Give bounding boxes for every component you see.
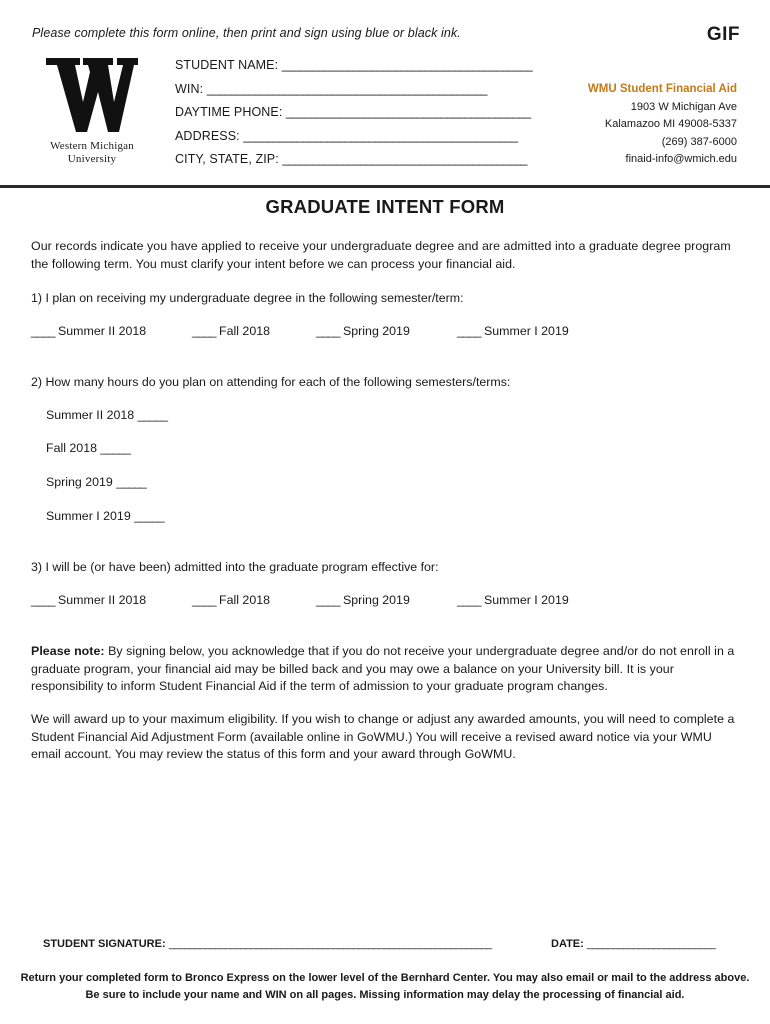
award-paragraph: We will award up to your maximum eligibility. If you wish to change or adjust any awarded amounts, you will need to complete a Student Financial Aid Adjustment Form (available online in GoWMU.) You will receive a revised award notice via your WMU email account. You may review the status of this form and your award through GoWMU. xyxy=(31,712,735,761)
logo-line-2: University xyxy=(67,153,117,165)
option-label: Summer I 2019 xyxy=(480,324,569,338)
logo-wordmark xyxy=(38,140,146,166)
wmu-w-logo-icon xyxy=(44,54,140,136)
question-1: 1) I plan on receiving my undergraduate degree in the following semester/term: xyxy=(31,291,464,305)
term-blank: _____ xyxy=(100,441,130,455)
form-code: GIF xyxy=(706,24,740,45)
date-field[interactable] xyxy=(551,938,715,950)
footer-line-1: Return your completed form to Bronco Express on the lower level of the Bernhard Center. You may also email or mail to the address above. xyxy=(20,972,750,984)
field-label: STUDENT NAME: xyxy=(175,58,279,72)
q3-option-spring-2019[interactable] xyxy=(316,593,410,607)
header-divider xyxy=(0,185,770,188)
q1-option-summer-ii-2018[interactable] xyxy=(31,324,146,338)
field-label: ADDRESS: xyxy=(175,128,240,143)
office-street: 1903 W Michigan Ave xyxy=(630,100,737,113)
field-blank: _________________________________________ xyxy=(282,152,527,166)
footer-instructions xyxy=(0,970,770,1003)
q2-hours-spring-2019[interactable] xyxy=(46,475,146,489)
student-name-field[interactable] xyxy=(175,58,575,82)
address-field[interactable] xyxy=(175,129,575,153)
q2-hours-fall-2018[interactable] xyxy=(46,441,130,455)
form-instruction: Please complete this form online, then print and sign using blue or black ink. xyxy=(32,26,461,40)
field-label: CITY, STATE, ZIP: xyxy=(175,152,279,166)
city-state-zip-field[interactable] xyxy=(175,152,575,176)
logo-line-1: Western Michigan xyxy=(50,140,134,152)
q3-option-fall-2018[interactable] xyxy=(192,593,270,607)
term-label: Summer I 2019 xyxy=(46,509,135,523)
q1-option-fall-2018[interactable] xyxy=(192,324,270,338)
student-info-fields xyxy=(175,58,575,176)
office-phone: (269) 387-6000 xyxy=(661,135,737,148)
option-blank: ____ xyxy=(31,593,55,607)
university-logo xyxy=(38,54,146,166)
option-label: Summer I 2019 xyxy=(480,593,569,607)
option-label: Summer II 2018 xyxy=(54,593,147,607)
option-blank: ____ xyxy=(457,324,481,338)
office-city: Kalamazoo MI 49008-5337 xyxy=(604,118,737,131)
field-label: WIN: xyxy=(175,81,204,96)
form-title: GRADUATE INTENT FORM xyxy=(265,196,505,217)
question-3: 3) I will be (or have been) admitted into the graduate program effective for: xyxy=(31,560,439,574)
option-label: Spring 2019 xyxy=(339,593,410,607)
please-note-paragraph xyxy=(31,643,743,696)
option-blank: ____ xyxy=(457,593,481,607)
term-label: Spring 2019 xyxy=(46,475,117,489)
option-label: Summer II 2018 xyxy=(54,324,147,338)
option-blank: ____ xyxy=(316,593,340,607)
term-blank: _____ xyxy=(137,408,168,422)
signature-label: STUDENT SIGNATURE: xyxy=(43,938,169,950)
option-label: Spring 2019 xyxy=(339,324,410,338)
signature-blank: _______________________________________________________________ xyxy=(168,938,492,950)
option-label: Fall 2018 xyxy=(215,593,270,607)
option-blank: ____ xyxy=(192,593,216,607)
date-label: DATE: xyxy=(551,938,587,950)
note-label: Please note: xyxy=(31,644,105,658)
option-blank: ____ xyxy=(316,324,340,338)
intro-paragraph: Our records indicate you have applied to receive your undergraduate degree and are admitted into a graduate degree program the following term. You must clarify your intent before we can process your financial aid. xyxy=(31,239,731,271)
q3-option-summer-i-2019[interactable] xyxy=(457,593,569,607)
term-label: Fall 2018 xyxy=(46,441,101,455)
q2-hours-summer-ii-2018[interactable] xyxy=(46,408,167,422)
q1-option-summer-i-2019[interactable] xyxy=(457,324,569,338)
office-name: WMU Student Financial Aid xyxy=(587,83,737,95)
office-address-block xyxy=(588,81,737,169)
term-blank: _____ xyxy=(116,475,146,489)
field-blank: ______________________________________________ xyxy=(243,128,518,143)
field-blank: _______________________________________________ xyxy=(206,81,487,96)
term-blank: _____ xyxy=(134,509,164,523)
date-blank: _________________________ xyxy=(586,938,715,950)
field-label: DAYTIME PHONE: xyxy=(175,105,283,119)
student-signature-field[interactable] xyxy=(43,938,491,950)
q2-hours-summer-i-2019[interactable] xyxy=(46,509,164,523)
field-blank: __________________________________________ xyxy=(281,58,532,72)
win-field[interactable] xyxy=(175,82,575,106)
option-label: Fall 2018 xyxy=(215,324,270,338)
office-email[interactable]: finaid-info@wmich.edu xyxy=(625,153,737,166)
q3-option-summer-ii-2018[interactable] xyxy=(31,593,146,607)
option-blank: ____ xyxy=(31,324,55,338)
option-blank: ____ xyxy=(192,324,216,338)
daytime-phone-field[interactable] xyxy=(175,105,575,129)
note-text: By signing below, you acknowledge that if you do not receive your undergraduate degree and/or do not enroll in a graduate program, your financial aid may be billed back and you may owe a balance on your University bill. It is your responsibility to inform Student Financial Aid if the term of admission to your graduate program changes. xyxy=(31,644,735,693)
question-2: 2) How many hours do you plan on attending for each of the following semesters/terms: xyxy=(31,375,511,389)
q1-option-spring-2019[interactable] xyxy=(316,324,410,338)
term-label: Summer II 2018 xyxy=(46,408,138,422)
field-blank: _________________________________________ xyxy=(286,105,531,119)
footer-line-2: Be sure to include your name and WIN on all pages. Missing information may delay the processing of financial aid. xyxy=(85,988,685,1001)
